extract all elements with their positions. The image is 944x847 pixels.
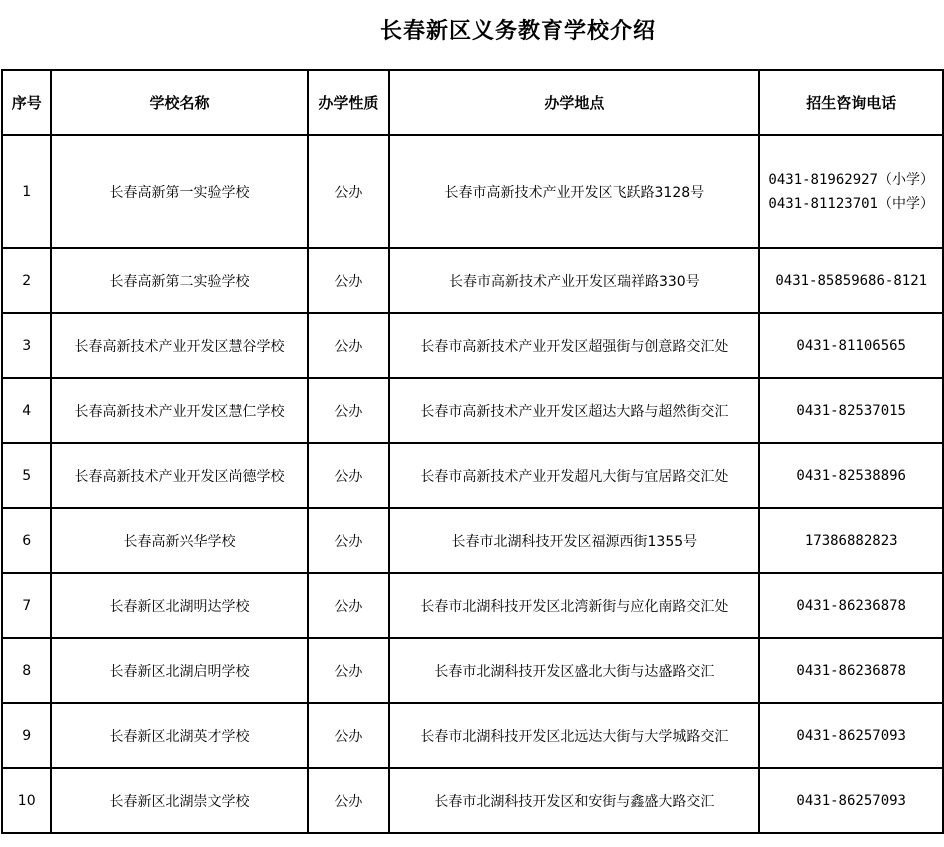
- cell-school-name: 长春新区北湖崇文学校: [51, 768, 307, 833]
- cell-phone: [759, 135, 943, 248]
- cell-no: 8: [2, 638, 51, 703]
- table-row: [2, 313, 943, 378]
- cell-school-type: 公办: [308, 443, 390, 508]
- cell-school-type: 公办: [308, 573, 390, 638]
- cell-address: 长春市高新技术产业开发区飞跃路3128号: [389, 135, 759, 248]
- table-row: [2, 443, 943, 508]
- cell-no: 9: [2, 703, 51, 768]
- table-row: [2, 638, 943, 703]
- cell-school-name: 长春新区北湖明达学校: [51, 573, 307, 638]
- header-phone: 招生咨询电话: [759, 70, 943, 135]
- cell-no: 1: [2, 135, 51, 248]
- cell-no: 6: [2, 508, 51, 573]
- phone-middle-school: 0431-81123701（中学）: [768, 195, 934, 212]
- cell-school-name: 长春高新第一实验学校: [51, 135, 307, 248]
- table-header-row: [2, 70, 943, 135]
- cell-school-type: 公办: [308, 703, 390, 768]
- cell-phone: 0431-82538896: [759, 443, 943, 508]
- cell-address: 长春市北湖科技开发区福源西街1355号: [389, 508, 759, 573]
- cell-phone: 0431-86257093: [759, 768, 943, 833]
- table-row: [2, 768, 943, 833]
- cell-school-type: 公办: [308, 768, 390, 833]
- cell-school-type: 公办: [308, 313, 390, 378]
- cell-phone: 0431-82537015: [759, 378, 943, 443]
- cell-no: 4: [2, 378, 51, 443]
- cell-address: 长春市高新技术产业开发超凡大街与宜居路交汇处: [389, 443, 759, 508]
- cell-school-type: 公办: [308, 135, 390, 248]
- cell-phone: 0431-86257093: [759, 703, 943, 768]
- cell-school-name: 长春高新技术产业开发区尚德学校: [51, 443, 307, 508]
- phone-primary: 0431-81962927（小学）: [768, 171, 934, 188]
- cell-school-name: 长春高新第二实验学校: [51, 248, 307, 313]
- cell-address: 长春市高新技术产业开发区瑞祥路330号: [389, 248, 759, 313]
- table-row: [2, 135, 943, 248]
- cell-school-name: 长春高新技术产业开发区慧仁学校: [51, 378, 307, 443]
- table-row: [2, 573, 943, 638]
- cell-school-name: 长春新区北湖英才学校: [51, 703, 307, 768]
- cell-school-name: 长春高新兴华学校: [51, 508, 307, 573]
- cell-no: 7: [2, 573, 51, 638]
- cell-address: 长春市高新技术产业开发区超达大路与超然街交汇: [389, 378, 759, 443]
- cell-address: 长春市北湖科技开发区和安街与鑫盛大路交汇: [389, 768, 759, 833]
- cell-no: 2: [2, 248, 51, 313]
- cell-phone: 0431-86236878: [759, 638, 943, 703]
- cell-address: 长春市北湖科技开发区北远达大街与大学城路交汇: [389, 703, 759, 768]
- table-row: [2, 508, 943, 573]
- cell-address: 长春市北湖科技开发区盛北大街与达盛路交汇: [389, 638, 759, 703]
- table-row: [2, 248, 943, 313]
- cell-school-type: 公办: [308, 378, 390, 443]
- cell-school-type: 公办: [308, 508, 390, 573]
- cell-phone: 0431-86236878: [759, 573, 943, 638]
- header-school-name: 学校名称: [51, 70, 307, 135]
- table-row: [2, 703, 943, 768]
- schools-table: [1, 69, 944, 834]
- table-row: [2, 378, 943, 443]
- header-no: 序号: [2, 70, 51, 135]
- header-school-type: 办学性质: [308, 70, 390, 135]
- cell-address: 长春市高新技术产业开发区超强街与创意路交汇处: [389, 313, 759, 378]
- cell-address: 长春市北湖科技开发区北湾新街与应化南路交汇处: [389, 573, 759, 638]
- cell-phone: 0431-81106565: [759, 313, 943, 378]
- page-title: 长春新区义务教育学校介绍: [379, 19, 656, 44]
- header-address: 办学地点: [389, 70, 759, 135]
- cell-no: 3: [2, 313, 51, 378]
- cell-phone: 17386882823: [759, 508, 943, 573]
- cell-phone: 0431-85859686-8121: [759, 248, 943, 313]
- cell-school-type: 公办: [308, 638, 390, 703]
- cell-school-name: 长春高新技术产业开发区慧谷学校: [51, 313, 307, 378]
- cell-school-name: 长春新区北湖启明学校: [51, 638, 307, 703]
- cell-school-type: 公办: [308, 248, 390, 313]
- cell-no: 10: [2, 768, 51, 833]
- cell-no: 5: [2, 443, 51, 508]
